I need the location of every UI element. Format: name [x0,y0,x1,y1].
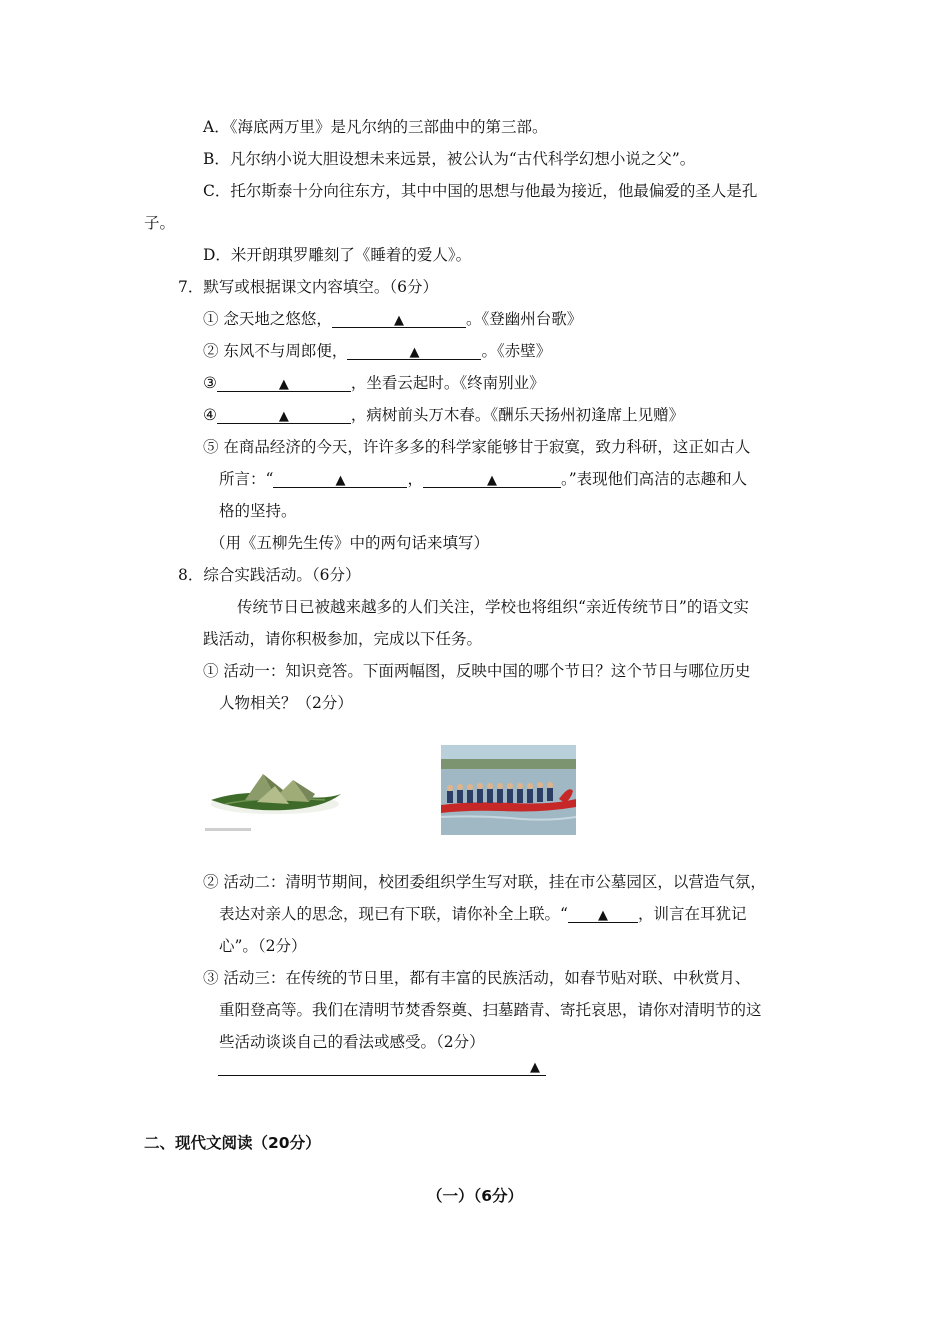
q7-item3 [203,373,545,393]
q7-item5-line1: ⑤ 在商品经济的今天，许许多多的科学家能够甘于寂寞，致力科研，这正如古人 [203,438,751,456]
q8-act3-answer-line[interactable] [218,1075,546,1076]
blank-marker: ▲ [278,409,289,424]
q7-item5-suffix: 。”表现他们高洁的志趣和人 [560,470,748,488]
q7-item3-suffix: ，坐看云起时。《终南别业》 [350,374,545,392]
q7-item5-line3: 格的坚持。 [219,502,297,520]
option-d: D．米开朗琪罗雕刻了《睡着的爱人》。 [203,246,472,264]
q7-item5-mid: ， [407,470,423,488]
q7-item2-suffix: 。《赤壁》 [481,342,552,360]
option-b: B．凡尔纳小说大胆设想未来远景，被公认为“古代科学幻想小说之父”。 [203,150,696,168]
q8-intro-line2: 践活动，请你积极参加，完成以下任务。 [203,630,483,648]
dragon-boat-illustration [441,745,576,835]
q7-item1 [203,309,582,329]
q8-act3-line3: 些活动谈谈自己的看法或感受。（2分） [219,1033,485,1051]
dragon-boat-image [441,745,576,835]
q7-item5-blank-1[interactable] [273,470,407,488]
q8-act2-line1: ② 活动二：清明节期间，校团委组织学生写对联，挂在市公墓园区，以营造气氛， [203,873,766,891]
q7-item5-prefix: 所言：“ [219,470,274,488]
option-c-line1: C．托尔斯泰十分向往东方，其中中国的思想与他最为接近，他最偏爱的圣人是孔 [203,182,758,200]
q7-item4-blank[interactable] [217,406,351,424]
blank-marker: ▲ [393,313,404,328]
q7-item2 [203,341,551,361]
q7-item4-prefix: ④ [203,406,217,424]
section2-title: 二、现代文阅读（20分） [144,1134,321,1152]
q7-item5-blank-2[interactable] [423,470,561,488]
blank-marker: ▲ [409,345,420,360]
q8-act2-line3: 心”。（2分） [219,937,307,955]
q8-act2-prefix: 表达对亲人的思念，现已有下联，请你补全上联。“ [219,905,568,923]
q7-item1-prefix: ① 念天地之悠悠， [203,310,332,328]
q8-act2-suffix: ，训言在耳犹记 [637,905,747,923]
q7-item5-line2 [219,469,747,489]
option-a: A．《海底两万里》是凡尔纳的三部曲中的第三部。 [203,118,548,136]
q7-item2-prefix: ② 东风不与周郎便， [203,342,348,360]
q7-item4 [203,405,684,425]
q8-act1-line1: ① 活动一：知识竞答。下面两幅图，反映中国的哪个节日？这个节日与哪位历史 [203,662,751,680]
q7-item1-suffix: 。《登幽州台歌》 [465,310,583,328]
q7-item4-suffix: ，病树前头万木春。《酬乐天扬州初逢席上见赠》 [350,406,685,424]
blank-marker: ▲ [486,473,497,488]
q8-act1-line2: 人物相关？（2分） [219,694,353,712]
q7-item2-blank[interactable] [347,342,481,360]
q7-item5-note: （用《五柳先生传》中的两句话来填写） [210,534,490,552]
q7-item1-blank[interactable] [332,310,466,328]
blank-marker: ▲ [278,377,289,392]
blank-marker: ▲ [335,473,346,488]
zongzi-image [205,760,345,835]
q8-act2-line2 [219,904,746,924]
q8-act2-blank[interactable] [568,905,638,923]
q8-title: 8．综合实践活动。（6分） [178,566,361,584]
blank-marker: ▲ [597,908,608,923]
q7-item3-prefix: ③ [203,374,217,392]
option-c-line2: 子。 [144,214,176,232]
zongzi-illustration [205,760,345,835]
q7-title: 7．默写或根据课文内容填空。（6分） [178,278,438,296]
q8-act3-line1: ③ 活动三：在传统的节日里，都有丰富的民族活动，如春节贴对联、中秋赏月、 [203,969,751,987]
q8-act3-blank-marker: ▲ [530,1060,540,1075]
q8-act3-line2: 重阳登高等。我们在清明节焚香祭奠、扫墓踏青、寄托哀思，请你对清明节的这 [219,1001,762,1019]
q8-intro-line1: 传统节日已被越来越多的人们关注，学校也将组织“亲近传统节日”的语文实 [237,598,749,616]
q7-item3-blank[interactable] [217,374,351,392]
section2-subsection: （一）（6分） [427,1187,524,1205]
